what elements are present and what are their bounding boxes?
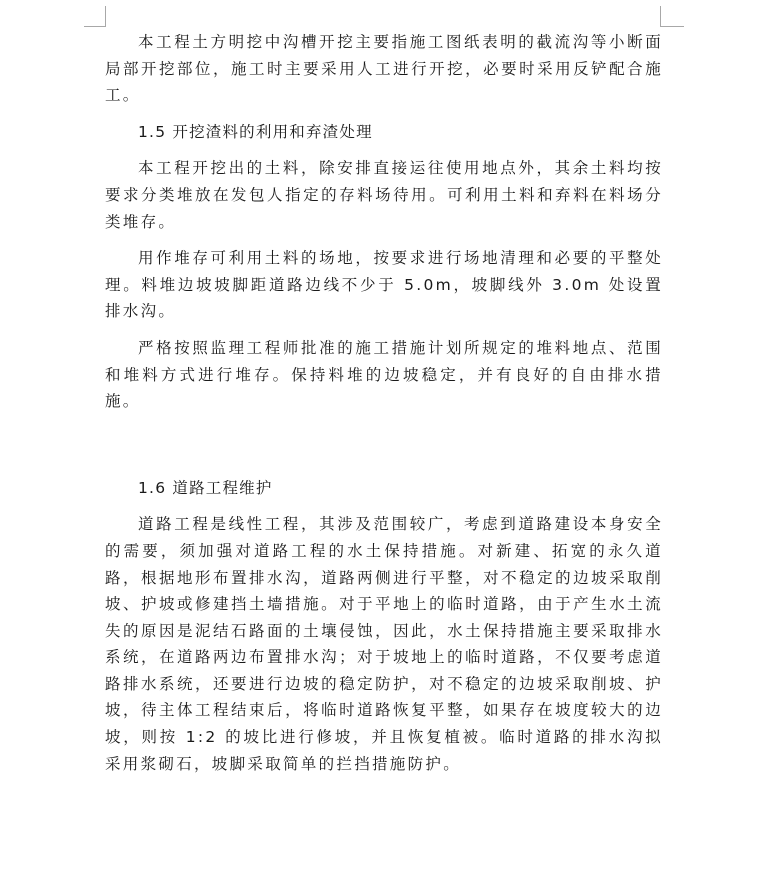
document-body xyxy=(105,29,663,777)
top-right-margin-mark-horizontal xyxy=(660,26,684,27)
paragraph-road-maintenance: 道路工程是线性工程，其涉及范围较广，考虑到道路建设本身安全的需要，须加强对道路工程的水土保持措施。对新建、拓宽的永久道路，根据地形布置排水沟，道路两侧进行平整，对不稳定的边坡采取削坡、护坡或修建挡土墙措施。对于平地上的临时道路，由于产生水土流失的原因是泥结石路面的土壤侵蚀，因此，水土保持措施主要采取排水系统，在道路两边布置排水沟；对于坡地上的临时道路，不仅要考虑道路排水系统，还要进行边坡的稳定防护，对不稳定的边坡采取削坡、护坡，待主体工程结束后，将临时道路恢复平整，如果存在坡度较大的边坡，则按 1:2 的坡比进行修坡，并且恢复植被。临时道路的排水沟拟采用浆砌石，坡脚采取简单的拦挡措施防护。 xyxy=(105,515,663,773)
paragraph-trench-excavation: 本工程土方明挖中沟槽开挖主要指施工图纸表明的截流沟等小断面局部开挖部位，施工时主要采用人工进行开挖，必要时采用反铲配合施工。 xyxy=(105,33,663,105)
paragraph-stockpile-method: 严格按照监理工程师批准的施工措施计划所规定的堆料地点、范围和堆料方式进行堆存。保持料堆的边坡稳定，并有良好的自由排水措施。 xyxy=(105,338,663,411)
paragraph-storage-site: 用作堆存可利用土料的场地，按要求进行场地清理和必要的平整处理。料堆边坡坡脚距道路边线不少于 5.0m，坡脚线外 3.0m 处设置排水沟。 xyxy=(105,249,663,321)
section-heading-1-6: 1.6 道路工程维护 xyxy=(138,478,273,497)
cut-off-next-line xyxy=(130,862,380,871)
top-right-margin-mark xyxy=(660,6,661,27)
paragraph-soil-storage: 本工程开挖出的土料，除安排直接运往使用地点外，其余土料均按要求分类堆放在发包人指定的存料场待用。可利用土料和弃料在料场分类堆存。 xyxy=(105,159,663,231)
top-left-margin-mark-horizontal xyxy=(84,26,106,27)
section-heading-1-5: 1.5 开挖渣料的利用和弃渣处理 xyxy=(138,122,373,141)
top-left-margin-mark xyxy=(105,6,106,27)
